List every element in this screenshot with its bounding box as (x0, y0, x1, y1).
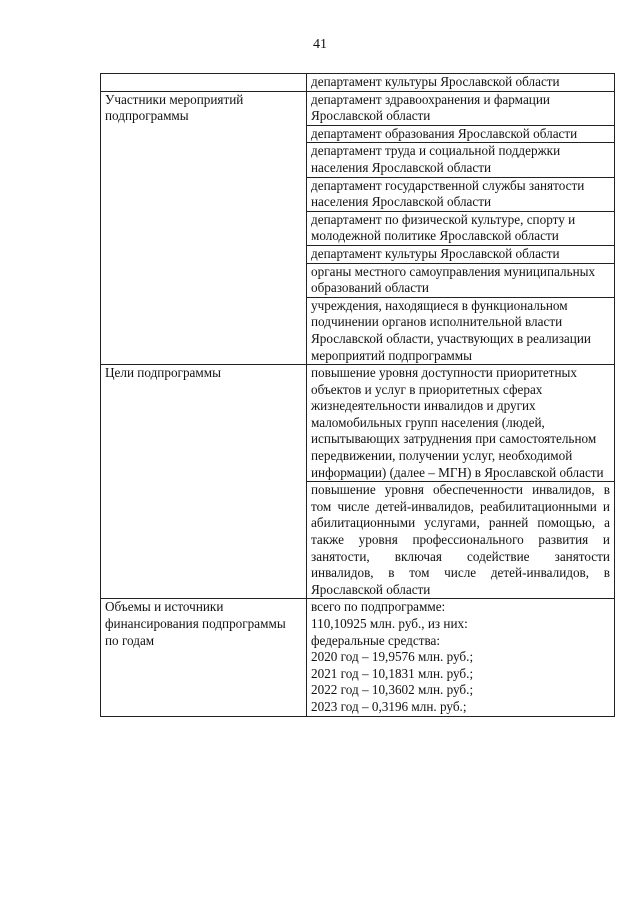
participant-item: департамент труда и социальной поддержки населения Ярославской области (307, 143, 615, 177)
funding-line: 2021 год – 10,1831 млн. руб.; (311, 665, 474, 681)
participant-item: департамент здравоохранения и фармации Ярославской области (307, 91, 615, 125)
participant-item: департамент образования Ярославской области (307, 125, 615, 143)
funding-line: федеральные средства: (311, 632, 441, 648)
funding-line: 2022 год – 10,3602 млн. руб.; (311, 682, 474, 698)
goal-item: повышение уровня доступности приоритетных объектов и услуг в приоритетных сферах жизнедеятельности инвалидов и других маломобильных групп населения (людей, испытывающих затруднения при самостоятельном передвижении, получении услуг, необходимой информации) (далее – МГН) в Ярославской области (307, 365, 615, 482)
label-cell-funding: Объемы и источники финансирования подпрограммы по годам (101, 599, 307, 716)
table-row (101, 74, 615, 92)
funding-line: 110,10925 млн. руб., из них: (311, 616, 468, 631)
participant-item: органы местного самоуправления муниципальных образований области (307, 263, 615, 297)
goal-item: повышение уровня обеспеченности инвалидов, в том числе детей-инвалидов, реабилитационными и абилитационными услугами, ранней помощью, а также уровня профессионального развития и занятости, включая содействие занятости инвалидов, в том числе детей-инвалидов, в Ярославской области (307, 482, 615, 599)
participant-item: департамент по физической культуре, спорту и молодежной политике Ярославской области (307, 211, 615, 245)
value-cell: департамент культуры Ярославской области (307, 74, 615, 92)
table-row (101, 365, 615, 482)
table-row (101, 91, 615, 125)
participant-item: департамент культуры Ярославской области (307, 245, 615, 263)
participant-item: учреждения, находящиеся в функциональном подчинении органов исполнительной власти Ярославской области, участвующих в реализации мероприятий подпрограммы (307, 297, 615, 364)
label-cell-empty (101, 74, 307, 92)
funding-line: 2020 год – 19,9576 млн. руб.; (311, 649, 474, 665)
funding-line: всего по подпрограмме: (311, 599, 446, 615)
subprogram-passport-table (100, 73, 615, 717)
funding-line: 2023 год – 0,3196 млн. руб.; (311, 698, 467, 714)
label-cell-participants: Участники мероприятий подпрограммы (101, 91, 307, 365)
funding-cell (307, 599, 615, 716)
label-cell-goals: Цели подпрограммы (101, 365, 307, 599)
page-number: 41 (313, 37, 327, 52)
table-row (101, 599, 615, 716)
participant-item: департамент государственной службы занятости населения Ярославской области (307, 177, 615, 211)
